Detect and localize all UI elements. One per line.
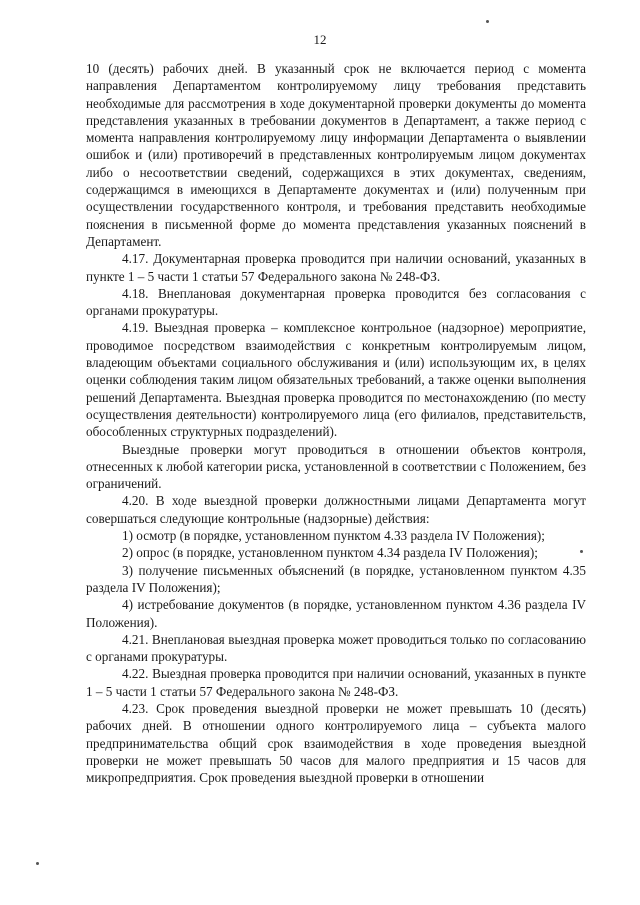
paragraph: 4.22. Выездная проверка проводится при наличии оснований, указанных в пункте 1 – 5 части 1 статьи 57 Федерального закона № 248-ФЗ. [86,666,586,699]
paragraph: Выездные проверки могут проводиться в отношении объектов контроля, отнесенных к любой категории риска, установленной в соответствии с Положением, без ограничений. [86,441,586,492]
paragraph: 4.18. Внеплановая документарная проверка проводится без согласования с органами прокуратуры. [86,285,586,319]
list-item: 2) опрос (в порядке, установленном пунктом 4.34 раздела IV Положения); [122,545,538,561]
paragraph: 4.20. В ходе выездной проверки должностными лицами Департамента могут совершаться следующие контрольные (надзорные) действия: [86,493,586,526]
list-item: 4) истребование документов (в порядке, установленном пунктом 4.36 раздела IV Положения). [86,597,586,630]
list-item: 3) получение письменных объяснений (в порядке, установленном пунктом 4.35 раздела IV Положения); [86,562,586,595]
scan-speck [36,862,39,865]
paragraph: 4.23. Срок проведения выездной проверки не может превышать 10 (десять) рабочих дней. В отношении одного контролируемого лица – субъекта малого предпринимательства общий срок взаимодействия в ходе проведения выездной проверки не может превышать 50 часов для малого предприятия и 15 часов для микропредприятия. Срок проведения выездной проверки в отношении [86,700,586,786]
list-item: 1) осмотр (в порядке, установленном пунктом 4.33 раздела IV Положения); [122,528,545,544]
page-number: 12 [313,32,327,47]
scan-speck [580,550,583,553]
scan-speck [486,20,489,23]
paragraph: 4.19. Выездная проверка – комплексное контрольное (надзорное) мероприятие, проводимое посредством взаимодействия с конкретным контролируемым лицом, владеющим объектами социального обслуживания и (или) использующим их, в целях оценки соблюдения таким лицом обязательных требований, а также оценки выполнения решений Департамента. Выездная проверка проводится по местонахождению (по месту осуществления деятельности) контролируемого лица (его филиалов, представительств, обособленных структурных подразделений). [86,320,586,440]
paragraph: 10 (десять) рабочих дней. В указанный срок не включается период с момента направления Департаментом контролируемому лицу требования представить необходимые для рассмотрения в ходе документарной проверки документы до момента представления указанных в требовании документов в Департамент, а также период с момента направления контролируемому лицу информации Департамента о выявлении ошибок и (или) противоречий в представленных контролируемым лицом документах либо о несоответствии сведений, содержащихся в этих документах, сведениям, содержащимся в имеющихся в Департаменте документах и (или) полученным при осуществлении государственного контроля, и требования представить необходимые пояснения в письменной форме до момента представления указанных пояснений в Департамент. [86,61,586,249]
document-body [86,60,586,786]
paragraph: 4.17. Документарная проверка проводится при наличии оснований, указанных в пункте 1 – 5 части 1 статьи 57 Федерального закона № 248-ФЗ. [86,251,586,284]
paragraph: 4.21. Внеплановая выездная проверка может проводиться только по согласованию с органами прокуратуры. [86,631,586,665]
